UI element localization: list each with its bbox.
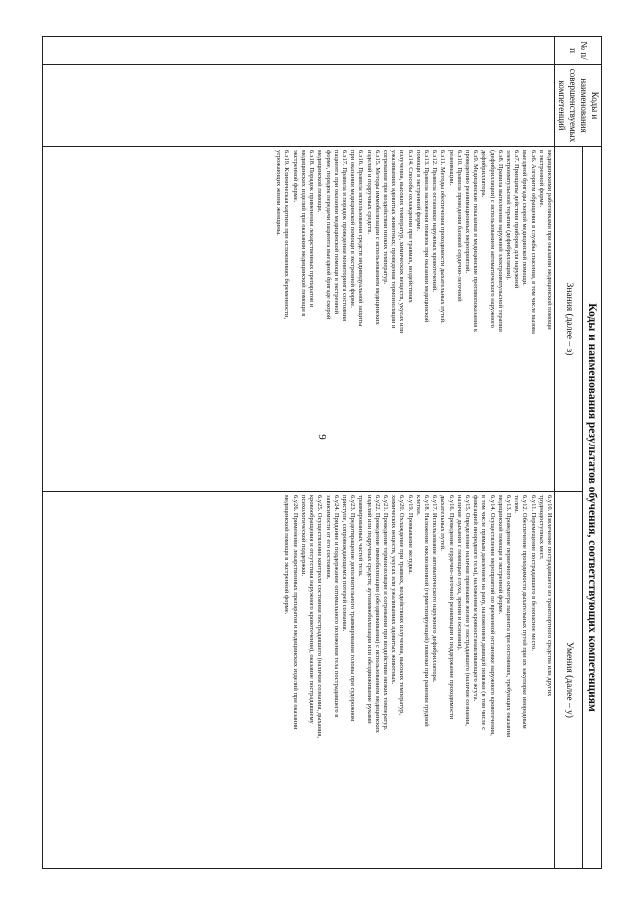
- knowledge-line: 6.з17. Правила и порядок проведения мониторинга состояния: [340, 150, 348, 322]
- skill-line: дыхательных путей.: [439, 495, 447, 551]
- knowledge-line: 6.з6. Алгоритм обращения в службы спасения, в том числе вызова: [529, 150, 537, 334]
- skill-line: травмированных частей тела.: [357, 495, 365, 577]
- knowledge-line: помощи в экстренной форме.: [414, 150, 422, 232]
- knowledge-line: экстренной форме.: [291, 150, 299, 203]
- knowledge-line: реанимации.: [447, 150, 455, 186]
- page-number: 9: [316, 434, 328, 440]
- skill-line: изделий или подручных средств; аутоиммобилизация или обездвиживание руками: [365, 495, 373, 724]
- knowledge-line: 6.з8. Правила выполнения наружной электроимпульсной терапии: [496, 150, 504, 332]
- knowledge-line: электроимпульсной терапии (дефибрилляции).: [504, 150, 512, 280]
- header-skills: Умения (далее – у): [555, 492, 583, 869]
- knowledge-line: 6.з13. Правила наложения повязок при оказании медицинской: [422, 150, 430, 323]
- skill-line: кровообращения и отсутствия наружного кровотечения), оказание пострадавшему: [308, 495, 316, 724]
- competency-table: [42, 36, 602, 869]
- skill-line: зависимости от его состояния.: [324, 495, 332, 580]
- skill-line: в том числе прямым давлением на рану, наложением давящей повязки (в том числе с: [480, 495, 488, 731]
- knowledge-line: медицинских изделий при оказании медицинской помощи в: [299, 150, 307, 317]
- skill-line: 6.у16. Проведение сердечно-легочной реанимации и поддержание проходимости: [447, 495, 455, 720]
- knowledge-line: (дефибрилляции) с использованием автоматического наружного: [488, 150, 496, 328]
- cell-knowledge: [43, 147, 555, 492]
- knowledge-line: 6.з19. Клиническая картина при осложнениях беременности,: [283, 150, 291, 319]
- knowledge-line: 6.з14. Способы охлаждения при травмах, воздействиях: [406, 150, 414, 303]
- skill-line: 6.у26. Применение лекарственных препаратов и медицинских изделий при оказании: [291, 495, 299, 730]
- cell-skills: [43, 492, 555, 869]
- knowledge-line: форме, порядок передачи пациента выездной бригаде скорой: [324, 150, 332, 320]
- skills-list: [282, 495, 553, 865]
- skill-line: труднодоступных мест.: [537, 495, 545, 560]
- skill-line: медицинской помощи в экстренной форме.: [496, 495, 504, 615]
- knowledge-line: пациента при оказании медицинской помощи в экстренной: [332, 150, 340, 315]
- cell-competency-codes: [43, 65, 555, 147]
- skill-line: 6.у10. Извлечение пострадавшего из транспортного средства или других: [546, 495, 553, 697]
- knowledge-line: в экстренной форме.: [537, 150, 545, 207]
- document-sheet: [42, 36, 602, 868]
- skill-line: 6.у23. Предотвращение дополнительного травмирования головы при судорожном: [349, 495, 357, 722]
- header-competency-codes: Коды и наименования совершенствуемых компетенций: [555, 65, 602, 147]
- knowledge-line: 6.з7. Принципы действия приборов для наружной: [513, 150, 521, 289]
- skill-line: 6.у11. Перемещение пострадавшего в безопасное место.: [529, 495, 537, 651]
- knowledge-line: 6.з18. Порядок применения лекарственных препаратов и: [308, 150, 316, 308]
- knowledge-line: медицинской помощи.: [316, 150, 324, 213]
- skill-line: 6.у17. Использование автоматического наружного дефибриллятора.: [431, 495, 439, 683]
- skill-line: фиксацией инородного тела), наложением кровоостанавливающего жгута.: [472, 495, 480, 702]
- knowledge-line: дефибриллятора.: [480, 150, 488, 198]
- skill-line: медицинской помощи в экстренной форме.: [283, 495, 291, 615]
- knowledge-line: 6.з10. Правила проведения базовой сердечно-легочной: [455, 150, 463, 302]
- skill-line: 6.у25. Осуществление контроля состояния пострадавшего (наличия сознания, дыхания,: [316, 495, 324, 738]
- knowledge-line: выездной бригады скорой медицинской помощи.: [521, 150, 529, 286]
- skill-line: 6.у19. Промывание желудка.: [406, 495, 414, 575]
- skill-line: 6.у20. Охлаждение при травмах, воздействиях излучения, высоких температур,: [398, 495, 406, 715]
- knowledge-line: 6.з9. Медицинские показания и медицинские противопоказания к: [472, 150, 480, 332]
- knowledge-line: проведению реанимационных мероприятий.: [463, 150, 471, 273]
- knowledge-line: медицинскими работниками при оказании медицинской помощи: [546, 150, 553, 330]
- knowledge-line: ужаливаниях ядовитых животных; проведения термоизоляции и: [390, 150, 398, 329]
- header-learning-results: Коды и наименования результатов обучения, соответствующих компетенциям: [582, 147, 601, 869]
- knowledge-line: согревания при воздействии низких температур.: [381, 150, 389, 285]
- skill-line: 6.у13. Проведение первичного осмотра пациента при состояниях, требующих оказания: [504, 495, 512, 737]
- skill-line: 6.у21. Проведение термоизоляции и согревания при воздействии низких температур.: [381, 495, 389, 731]
- skill-line: наличие дыхания с помощью слуха, зрения и осязания).: [455, 495, 463, 651]
- skill-line: химических веществ, укусах или ужаливаниях ядовитых животных.: [390, 495, 398, 685]
- header-number: № п/п: [555, 37, 602, 65]
- skill-line: 6.у22. Проведение иммобилизации (обездвиживания) с использованием медицинских: [373, 495, 381, 733]
- skill-line: 6.у15. Определение наличия признаков жизни у пострадавшего (наличие сознания,: [463, 495, 471, 726]
- skill-line: психологической поддержки.: [299, 495, 307, 577]
- knowledge-line: 6.з11. Методы обеспечения проходимости дыхательных путей.: [439, 150, 447, 324]
- knowledge-line: изделий и подручных средств.: [365, 150, 373, 234]
- skill-line: 6.у14. Осуществление мероприятий по временной остановке наружного кровотечения,: [488, 495, 496, 736]
- knowledge-line: излучения, высоких температур, химических веществ, укусах или: [398, 150, 406, 334]
- knowledge-line: 6.з12. Правила остановки наружных кровотечений.: [431, 150, 439, 293]
- knowledge-line: при оказании медицинской помощи в экстренной форме.: [349, 150, 357, 308]
- skill-line: приступе, сопровождающемся потерей сознания.: [340, 495, 348, 632]
- skill-line: 6.у24. Придание и поддержание оптимального положения тела пострадавшего в: [332, 495, 340, 718]
- knowledge-line: 6.з16. Правила использования средств индивидуальной защиты: [357, 150, 365, 327]
- cell-number: [43, 37, 555, 65]
- skill-line: 6.у18. Наложение окклюзионной (герметизирующей) повязки при ранении грудной: [422, 495, 430, 727]
- knowledge-line: угрожающих жизни женщины.: [275, 150, 283, 236]
- skill-line: телом.: [513, 495, 521, 513]
- header-knowledge: Знания (далее – з): [555, 147, 583, 492]
- skill-line: клетки.: [414, 495, 422, 516]
- knowledge-list: [274, 150, 553, 488]
- skill-line: 6.у12. Обеспечение проходимости дыхательных путей при их закупорке инородным: [521, 495, 529, 729]
- knowledge-line: 6.з15. Методы иммобилизации с использованием медицинских: [373, 150, 381, 325]
